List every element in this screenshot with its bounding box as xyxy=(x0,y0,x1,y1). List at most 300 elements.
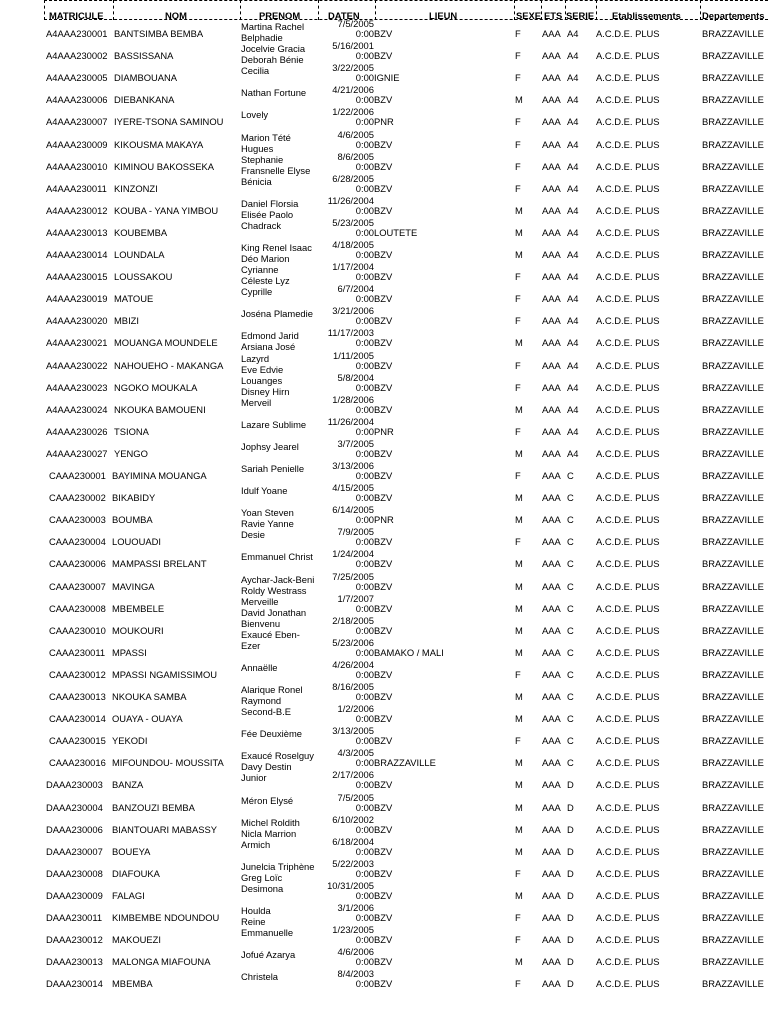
time-cell: 0:00 xyxy=(355,713,374,725)
nom-cell: OUAYA - OUAYA xyxy=(112,713,183,725)
nom-cell: DIEBANKANA xyxy=(114,94,175,106)
sexe-cell: F xyxy=(515,138,521,150)
etablissement-cell: A.C.D.E. PLUS xyxy=(596,978,660,990)
serie-cell: A4 xyxy=(567,160,579,172)
etablissement-cell: A.C.D.E. PLUS xyxy=(596,889,660,901)
date-cell: 1/23/2005 xyxy=(332,924,374,936)
prenom-cell: Exaucé Roselguy xyxy=(241,750,314,762)
table-row xyxy=(0,702,768,724)
serie-cell: D xyxy=(567,934,574,946)
table-row xyxy=(0,393,768,415)
lieu-cell: BAMAKO / MALI xyxy=(374,646,444,658)
matricule-cell: CAAA230010 xyxy=(49,624,106,636)
matricule-cell: DAAA230006 xyxy=(46,823,103,835)
table-row xyxy=(0,61,768,83)
departement-cell: BRAZZAVILLE xyxy=(702,934,764,946)
lieu-cell: BZV xyxy=(374,889,393,901)
date-cell: 6/14/2005 xyxy=(332,504,374,516)
nom-cell: MPASSI NGAMISSIMOU xyxy=(112,668,218,680)
ets-cell: AAA xyxy=(542,514,561,526)
prenom-extra-cell: Reine xyxy=(241,916,266,927)
nom-cell: BANZA xyxy=(112,779,144,791)
prenom-cell: Lazare Sublime xyxy=(241,418,307,430)
matricule-cell: CAAA230003 xyxy=(49,514,106,526)
sexe-cell: M xyxy=(515,691,523,702)
lieu-cell: BZV xyxy=(374,536,393,548)
prenom-cell: Junior xyxy=(241,772,267,784)
etablissement-cell: A.C.D.E. PLUS xyxy=(596,160,660,172)
sexe-cell: M xyxy=(515,94,523,106)
serie-cell: A4 xyxy=(567,381,579,393)
table-row xyxy=(0,791,768,813)
lieu-cell: BZV xyxy=(374,182,393,194)
date-cell: 8/4/2003 xyxy=(337,968,374,980)
prenom-cell: Yoan Steven xyxy=(241,507,294,519)
time-cell: 0:00 xyxy=(355,934,374,946)
departement-cell: BRAZZAVILLE xyxy=(702,646,764,658)
prenom-extra-cell: Deborah Bénie xyxy=(241,54,304,66)
etablissement-cell: A.C.D.E. PLUS xyxy=(596,956,660,968)
date-cell: 3/1/2006 xyxy=(337,902,374,913)
nom-cell: NKOUKA BAMOUENI xyxy=(114,403,206,415)
sexe-cell: M xyxy=(515,226,523,238)
ets-cell: AAA xyxy=(542,580,561,592)
matricule-cell: CAAA230016 xyxy=(49,757,106,769)
time-cell: 0:00 xyxy=(355,691,374,702)
matricule-cell: CAAA230008 xyxy=(49,602,106,614)
table-row xyxy=(0,326,768,353)
ets-cell: AAA xyxy=(542,271,561,283)
matricule-cell: CAAA230007 xyxy=(49,580,106,592)
time-cell: 0:00 xyxy=(355,514,374,526)
time-cell: 0:00 xyxy=(355,668,374,680)
etablissement-cell: A.C.D.E. PLUS xyxy=(596,646,660,658)
sexe-cell: F xyxy=(515,271,521,283)
matricule-cell: A4AAA230012 xyxy=(46,204,108,216)
matricule-cell: DAAA230003 xyxy=(46,779,103,791)
sexe-cell: M xyxy=(515,779,523,791)
prenom-cell: Stephanie xyxy=(241,153,284,165)
serie-cell: C xyxy=(567,492,574,504)
serie-cell: A4 xyxy=(567,425,579,437)
table-row xyxy=(0,503,768,530)
departement-cell: BRAZZAVILLE xyxy=(702,956,764,968)
nom-cell: FALAGI xyxy=(112,889,145,901)
prenom-cell: Second-B.E xyxy=(241,706,292,718)
ets-cell: AAA xyxy=(542,204,561,216)
table-row xyxy=(0,945,768,967)
lieu-cell: BZV xyxy=(374,359,393,371)
serie-cell: D xyxy=(567,912,574,923)
nom-cell: MAMPASSI BRELANT xyxy=(112,558,207,570)
table-row xyxy=(0,282,768,304)
matricule-cell: CAAA230011 xyxy=(49,646,106,658)
date-cell: 11/17/2003 xyxy=(327,327,374,339)
table-row xyxy=(0,813,768,839)
prenom-cell: Merveil xyxy=(241,396,272,408)
time-cell: 0:00 xyxy=(355,646,374,658)
lieu-cell: BZV xyxy=(374,470,393,481)
matricule-cell: A4AAA230002 xyxy=(46,50,108,62)
table-row xyxy=(0,260,768,287)
serie-cell: D xyxy=(567,978,574,990)
date-cell: 7/25/2005 xyxy=(332,570,374,582)
etablissement-cell: A.C.D.E. PLUS xyxy=(596,337,660,349)
prenom-cell: Ezer xyxy=(241,639,261,651)
sexe-cell: M xyxy=(515,845,523,857)
etablissement-cell: A.C.D.E. PLUS xyxy=(596,28,660,39)
departement-cell: BRAZZAVILLE xyxy=(702,249,764,260)
table-row xyxy=(0,547,768,569)
prenom-cell: Cecilia xyxy=(241,65,270,77)
matricule-cell: DAAA230007 xyxy=(46,845,103,857)
serie-cell: C xyxy=(567,536,574,548)
departement-cell: BRAZZAVILLE xyxy=(702,182,764,194)
etablissement-cell: A.C.D.E. PLUS xyxy=(596,50,660,62)
time-cell: 0:00 xyxy=(355,293,374,305)
prenom-cell: Emmanuel Christ xyxy=(241,551,313,563)
matricule-cell: A4AAA230023 xyxy=(46,381,108,393)
serie-cell: A4 xyxy=(567,204,579,216)
time-cell: 0:00 xyxy=(355,182,374,194)
date-cell: 5/8/2004 xyxy=(337,371,374,383)
nom-cell: BIANTOUARI MABASSY xyxy=(112,823,218,835)
ets-cell: AAA xyxy=(542,249,561,260)
nom-cell: MOUANGA MOUNDELE xyxy=(114,337,218,349)
etablissement-cell: A.C.D.E. PLUS xyxy=(596,403,660,415)
etablissement-cell: A.C.D.E. PLUS xyxy=(596,558,660,570)
header-ets: ETS xyxy=(544,10,563,21)
sexe-cell: F xyxy=(515,116,521,128)
prenom-cell: King Renel Isaac xyxy=(241,242,312,253)
matricule-cell: A4AAA230014 xyxy=(46,249,108,260)
prenom-cell: Emmanuelle xyxy=(241,927,294,939)
etablissement-cell: A.C.D.E. PLUS xyxy=(596,293,660,305)
departement-cell: BRAZZAVILLE xyxy=(702,514,764,526)
prenom-cell: Sariah Penielle xyxy=(241,463,305,474)
date-cell: 7/5/2005 xyxy=(337,18,374,29)
serie-cell: C xyxy=(567,558,574,570)
lieu-cell: BZV xyxy=(374,94,393,106)
serie-cell: A4 xyxy=(567,28,579,39)
date-cell: 4/26/2004 xyxy=(332,658,374,670)
nom-cell: DIAMBOUANA xyxy=(114,72,178,84)
lieu-cell: BZV xyxy=(374,934,393,946)
etablissement-cell: A.C.D.E. PLUS xyxy=(596,845,660,857)
departement-cell: BRAZZAVILLE xyxy=(702,691,764,702)
departement-cell: BRAZZAVILLE xyxy=(702,94,764,106)
time-cell: 0:00 xyxy=(355,28,374,39)
serie-cell: A4 xyxy=(567,249,579,260)
matricule-cell: CAAA230004 xyxy=(49,536,106,548)
serie-cell: D xyxy=(567,823,574,835)
departement-cell: BRAZZAVILLE xyxy=(702,713,764,725)
ets-cell: AAA xyxy=(542,425,561,437)
lieu-cell: BZV xyxy=(374,271,393,283)
date-cell: 5/22/2003 xyxy=(332,857,374,869)
etablissement-cell: A.C.D.E. PLUS xyxy=(596,779,660,791)
prenom-cell: Christela xyxy=(241,971,278,983)
matricule-cell: DAAA230013 xyxy=(46,956,103,968)
ets-cell: AAA xyxy=(542,713,561,725)
table-row xyxy=(0,481,768,503)
header-lieun: LIEUN xyxy=(429,10,458,21)
time-cell: 0:00 xyxy=(355,823,374,835)
header-etablissements: Etablissements xyxy=(612,10,681,21)
departement-cell: BRAZZAVILLE xyxy=(702,226,764,238)
nom-cell: TSIONA xyxy=(114,425,149,437)
ets-cell: AAA xyxy=(542,293,561,305)
serie-cell: A4 xyxy=(567,293,579,305)
lieu-cell: PNR xyxy=(374,514,394,526)
ets-cell: AAA xyxy=(542,359,561,371)
matricule-cell: CAAA230002 xyxy=(49,492,106,504)
time-cell: 0:00 xyxy=(355,978,374,990)
table-row xyxy=(0,150,768,176)
sexe-cell: M xyxy=(515,956,523,968)
etablissement-cell: A.C.D.E. PLUS xyxy=(596,514,660,526)
nom-cell: NKOUKA SAMBA xyxy=(112,691,187,702)
prenom-extra-cell: Exaucé Eben- xyxy=(241,628,300,640)
sexe-cell: M xyxy=(515,646,523,658)
time-cell: 0:00 xyxy=(355,845,374,857)
serie-cell: C xyxy=(567,514,574,526)
prenom-cell: Armich xyxy=(241,838,271,850)
nom-cell: BASSISSANA xyxy=(114,50,174,62)
time-cell: 0:00 xyxy=(355,138,374,150)
date-cell: 2/17/2006 xyxy=(332,769,374,781)
matricule-cell: A4AAA230009 xyxy=(46,138,108,150)
ets-cell: AAA xyxy=(542,226,561,238)
date-cell: 6/28/2005 xyxy=(332,172,374,184)
time-cell: 0:00 xyxy=(355,315,374,327)
time-cell: 0:00 xyxy=(355,492,374,504)
lieu-cell: BZV xyxy=(374,403,393,415)
sexe-cell: F xyxy=(515,735,521,747)
departement-cell: BRAZZAVILLE xyxy=(702,536,764,548)
departement-cell: BRAZZAVILLE xyxy=(702,116,764,128)
sexe-cell: M xyxy=(515,713,523,725)
sexe-cell: F xyxy=(515,315,521,327)
prenom-cell: Houlda xyxy=(241,905,271,916)
time-cell: 0:00 xyxy=(355,72,374,84)
table-row xyxy=(0,857,768,883)
time-cell: 0:00 xyxy=(355,735,374,747)
sexe-cell: M xyxy=(515,514,523,526)
table-row xyxy=(0,658,768,680)
prenom-cell: Cyprille xyxy=(241,286,273,298)
matricule-cell: CAAA230001 xyxy=(49,470,106,481)
matricule-cell: DAAA230014 xyxy=(46,978,103,990)
lieu-cell: BZV xyxy=(374,956,393,968)
serie-cell: D xyxy=(567,867,574,879)
matricule-cell: A4AAA230013 xyxy=(46,226,108,238)
nom-cell: BOUMBA xyxy=(112,514,153,526)
lieu-cell: BZV xyxy=(374,447,393,459)
lieu-cell: BZV xyxy=(374,28,393,39)
prenom-cell: Desimona xyxy=(241,882,284,894)
nom-cell: BANZOUZI BEMBA xyxy=(112,801,195,813)
date-cell: 1/2/2006 xyxy=(337,703,374,715)
date-cell: 6/7/2004 xyxy=(337,283,374,295)
departement-cell: BRAZZAVILLE xyxy=(702,492,764,504)
etablissement-cell: A.C.D.E. PLUS xyxy=(596,624,660,636)
table-row xyxy=(0,238,768,264)
serie-cell: A4 xyxy=(567,138,579,150)
lieu-cell: BRAZZAVILLE xyxy=(374,757,436,769)
departement-cell: BRAZZAVILLE xyxy=(702,359,764,371)
serie-cell: A4 xyxy=(567,359,579,371)
time-cell: 0:00 xyxy=(355,779,374,791)
table-row xyxy=(0,768,768,790)
ets-cell: AAA xyxy=(542,315,561,327)
etablissement-cell: A.C.D.E. PLUS xyxy=(596,315,660,327)
table-row xyxy=(0,835,768,857)
date-cell: 1/22/2006 xyxy=(332,106,374,118)
departement-cell: BRAZZAVILLE xyxy=(702,867,764,879)
date-cell: 4/6/2006 xyxy=(337,946,374,958)
prenom-cell: Alarique Ronel xyxy=(241,684,303,695)
departement-cell: BRAZZAVILLE xyxy=(702,160,764,172)
prenom-cell: Jophsy Jearel xyxy=(241,440,299,452)
time-cell: 0:00 xyxy=(355,602,374,614)
departement-cell: BRAZZAVILLE xyxy=(702,779,764,791)
date-cell: 3/21/2006 xyxy=(332,305,374,317)
etablissement-cell: A.C.D.E. PLUS xyxy=(596,381,660,393)
time-cell: 0:00 xyxy=(355,271,374,283)
departement-cell: BRAZZAVILLE xyxy=(702,293,764,305)
table-row xyxy=(0,105,768,127)
header-sexe: SEXE xyxy=(516,10,542,21)
serie-cell: C xyxy=(567,691,574,702)
time-cell: 0:00 xyxy=(355,447,374,459)
sexe-cell: M xyxy=(515,602,523,614)
header-matricule: MATRICULE xyxy=(49,10,104,21)
prenom-extra-cell: Greg Loïc xyxy=(241,871,283,883)
nom-cell: YENGO xyxy=(114,447,148,459)
ets-cell: AAA xyxy=(542,492,561,504)
table-row xyxy=(0,128,768,154)
lieu-cell: BZV xyxy=(374,668,393,680)
nom-cell: KINZONZI xyxy=(114,182,158,194)
ets-cell: AAA xyxy=(542,403,561,415)
nom-cell: MBEMBELE xyxy=(112,602,165,614)
ets-cell: AAA xyxy=(542,337,561,349)
sexe-cell: F xyxy=(515,359,521,371)
serie-cell: D xyxy=(567,845,574,857)
lieu-cell: BZV xyxy=(374,602,393,614)
prenom-cell: Michel Roldith xyxy=(241,816,300,828)
serie-cell: C xyxy=(567,757,574,769)
etablissement-cell: A.C.D.E. PLUS xyxy=(596,204,660,216)
table-row xyxy=(0,349,768,375)
nom-cell: LOUSSAKOU xyxy=(114,271,173,283)
nom-cell: KIMINOU BAKOSSEKA xyxy=(114,160,215,172)
sexe-cell: F xyxy=(515,381,521,393)
ets-cell: AAA xyxy=(542,867,561,879)
matricule-cell: A4AAA230005 xyxy=(46,72,108,84)
lieu-cell: BZV xyxy=(374,978,393,990)
lieu-cell: BZV xyxy=(374,381,393,393)
etablissement-cell: A.C.D.E. PLUS xyxy=(596,801,660,813)
prenom-extra-cell: Céleste Lyz xyxy=(241,275,290,287)
date-cell: 3/13/2006 xyxy=(332,460,374,471)
lieu-cell: BZV xyxy=(374,823,393,835)
matricule-cell: A4AAA230020 xyxy=(46,315,108,327)
ets-cell: AAA xyxy=(542,160,561,172)
nom-cell: MAKOUEZI xyxy=(112,934,161,946)
date-cell: 5/16/2001 xyxy=(332,40,374,52)
etablissement-cell: A.C.D.E. PLUS xyxy=(596,668,660,680)
matricule-cell: A4AAA230021 xyxy=(46,337,108,349)
table-row xyxy=(0,216,768,238)
table-row xyxy=(0,194,768,220)
etablissement-cell: A.C.D.E. PLUS xyxy=(596,116,660,128)
serie-cell: C xyxy=(567,580,574,592)
nom-cell: BANTSIMBA BEMBA xyxy=(114,28,204,39)
prenom-cell: Aychar-Jack-Beni xyxy=(241,573,315,585)
prenom-cell: Lazyrd xyxy=(241,352,270,364)
prenom-cell: Annaëlle xyxy=(241,661,278,673)
sexe-cell: M xyxy=(515,492,523,504)
lieu-cell: BZV xyxy=(374,713,393,725)
etablissement-cell: A.C.D.E. PLUS xyxy=(596,271,660,283)
prenom-cell: Bénicia xyxy=(241,175,272,187)
lieu-cell: BZV xyxy=(374,293,393,305)
prenom-cell: Nathan Fortune xyxy=(241,87,307,99)
lieu-cell: BZV xyxy=(374,867,393,879)
time-cell: 0:00 xyxy=(355,359,374,371)
matricule-cell: A4AAA230007 xyxy=(46,116,108,128)
sexe-cell: M xyxy=(515,757,523,769)
nom-cell: MATOUE xyxy=(114,293,154,305)
prenom-extra-cell: Fransnelle Elyse xyxy=(241,164,311,176)
table-row xyxy=(0,415,768,437)
sexe-cell: M xyxy=(515,580,523,592)
lieu-cell: BZV xyxy=(374,845,393,857)
date-cell: 5/23/2006 xyxy=(332,636,374,648)
time-cell: 0:00 xyxy=(355,160,374,172)
lieu-cell: BZV xyxy=(374,580,393,592)
etablissement-cell: A.C.D.E. PLUS xyxy=(596,182,660,194)
etablissement-cell: A.C.D.E. PLUS xyxy=(596,425,660,437)
ets-cell: AAA xyxy=(542,757,561,769)
lieu-cell: BZV xyxy=(374,50,393,62)
sexe-cell: F xyxy=(515,934,521,946)
time-cell: 0:00 xyxy=(355,226,374,238)
sexe-cell: F xyxy=(515,160,521,172)
ets-cell: AAA xyxy=(542,889,561,901)
lieu-cell: BZV xyxy=(374,691,393,702)
nom-cell: MIFOUNDOU- MOUSSITA xyxy=(112,757,224,769)
serie-cell: A4 xyxy=(567,50,579,62)
lieu-cell: BZV xyxy=(374,735,393,747)
table-row xyxy=(0,879,768,901)
etablissement-cell: A.C.D.E. PLUS xyxy=(596,226,660,238)
sexe-cell: F xyxy=(515,28,521,39)
sexe-cell: F xyxy=(515,470,521,481)
departement-cell: BRAZZAVILLE xyxy=(702,558,764,570)
departement-cell: BRAZZAVILLE xyxy=(702,801,764,813)
departement-cell: BRAZZAVILLE xyxy=(702,447,764,459)
serie-cell: D xyxy=(567,779,574,791)
date-cell: 7/9/2005 xyxy=(337,526,374,538)
departement-cell: BRAZZAVILLE xyxy=(702,50,764,62)
table-row xyxy=(0,614,768,640)
time-cell: 0:00 xyxy=(355,403,374,415)
departement-cell: BRAZZAVILLE xyxy=(702,580,764,592)
ets-cell: AAA xyxy=(542,956,561,968)
